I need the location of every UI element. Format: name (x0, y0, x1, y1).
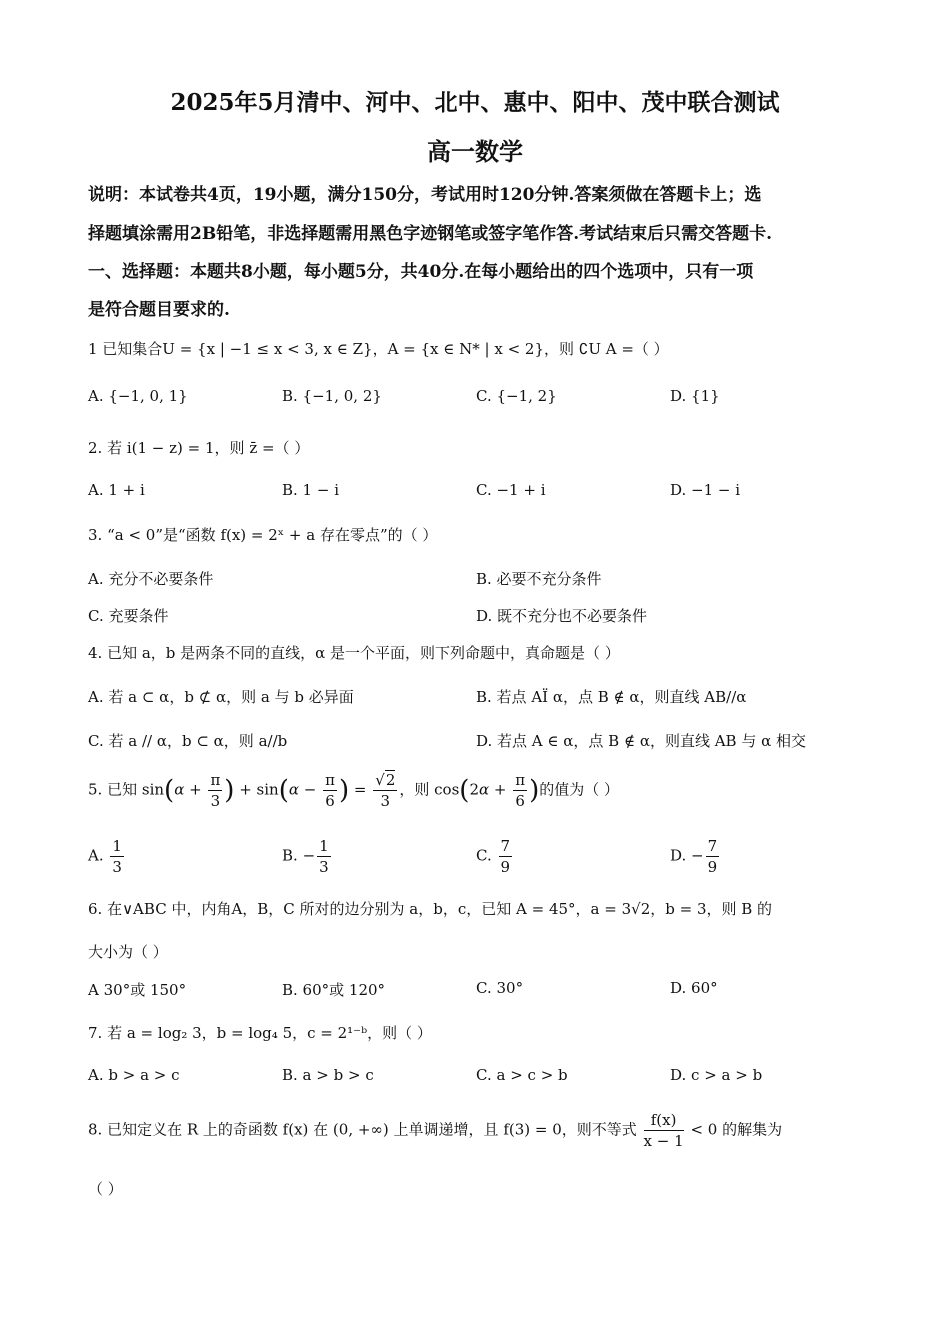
q8-inequality-fraction: $\frac{f(x)}{x - 1}$ (643, 1111, 684, 1150)
q6-option-a: A 30°或 150° (88, 981, 187, 999)
question-6-stem-line-2: 大小为（ ） (88, 943, 168, 961)
q3-option-c: C. 充要条件 (88, 607, 169, 625)
question-5-stem: 5. 已知 sin(α + $\frac{\pi}{3}$ ) + sin(α − $\frac{\pi}{6}$ ) = $\frac{√2}{3}$ ，则 cos(2α + $\frac{\pi}{6}$ )的值为（ ） (88, 771, 620, 810)
question-4-stem: 4. 已知 a，b 是两条不同的直线，α 是一个平面，则下列命题中，真命题是（ ） (88, 644, 620, 662)
exam-subject: 高一数学 (427, 137, 523, 166)
q4-option-d: D. 若点 A ∈ α，点 B ∉ α，则直线 AB 与 α 相交 (476, 732, 807, 750)
section-heading-2: 是符合题目要求的. (88, 300, 230, 320)
q2-option-b: B. 1 − i (282, 481, 340, 499)
question-2-stem: 2. 若 i(1 − z) = 1，则 z̄ =（ ） (88, 439, 310, 457)
q6-option-b: B. 60°或 120° (282, 981, 386, 999)
q4-option-c: C. 若 a // α，b ⊂ α，则 a//b (88, 732, 288, 750)
instructions-line-1: 说明：本试卷共4页，19小题，满分150分，考试用时120分钟.答案须做在答题卡上；选 (88, 185, 762, 205)
q3-option-b: B. 必要不充分条件 (476, 570, 602, 588)
question-8-stem-line-2: （ ） (88, 1180, 123, 1198)
question-8-stem (88, 1110, 782, 1151)
q5-stem-prefix: 5. 已知 (88, 780, 138, 799)
q5-option-b: B. − $\frac{1}{3}$ (282, 837, 329, 876)
q7-option-a: A. b > a > c (88, 1066, 180, 1084)
question-1-stem: 1 已知集合U = {x | −1 ≤ x < 3, x ∈ Z}，A = {x ∈ N* | x < 2}，则 ∁U A =（ ） (88, 340, 669, 358)
question-3-stem: 3. “a < 0”是“函数 f(x) = 2ˣ + a 存在零点”的（ ） (88, 526, 438, 544)
q8-stem-suffix: < 0 的解集为 (690, 1120, 783, 1139)
q1-option-b: B. {−1, 0, 2} (282, 387, 382, 405)
q5-option-c: C. $\frac{7}{9}$ (476, 837, 511, 876)
question-6-stem: 6. 在∨ABC 中，内角A，B，C 所对的边分别为 a，b，c，已知 A = 45°，a = 3√2，b = 3，则 B 的 (88, 900, 773, 918)
q1-option-a: A. {−1, 0, 1} (88, 387, 188, 405)
q2-option-a: A. 1 + i (88, 481, 145, 499)
instructions-line-2: 择题填涂需用2B铅笔，非选择题需用黑色字迹钢笔或签字笔作答.考试结束后只需交答题卡. (88, 224, 773, 244)
q7-option-c: C. a > c > b (476, 1066, 568, 1084)
q7-option-d: D. c > a > b (670, 1066, 763, 1084)
q8-stem-prefix: 8. 已知定义在 R 上的奇函数 f(x) 在 (0, +∞) 上单调递增，且 f(3) = 0，则不等式 (88, 1120, 637, 1139)
q6-option-d: D. 60° (670, 979, 718, 997)
q3-option-a: A. 充分不必要条件 (88, 570, 214, 588)
q1-option-c: C. {−1, 2} (476, 387, 557, 405)
q5-stem-then: ，则 (399, 780, 430, 799)
exam-title: 2025年5月清中、河中、北中、惠中、阳中、茂中联合测试 (170, 89, 780, 116)
q7-option-b: B. a > b > c (282, 1066, 374, 1084)
q3-option-d: D. 既不充分也不必要条件 (476, 607, 648, 625)
q4-option-b: B. 若点 AÏ α，点 B ∉ α，则直线 AB//α (476, 688, 747, 706)
q6-option-c: C. 30° (476, 979, 524, 997)
q5-option-a: A. $\frac{1}{3}$ (88, 837, 122, 876)
q1-option-d: D. {1} (670, 387, 720, 405)
q2-option-c: C. −1 + i (476, 481, 546, 499)
q2-option-d: D. −1 − i (670, 481, 741, 499)
q5-stem-suffix: 的值为（ ） (539, 780, 620, 799)
q5-option-d: D. − $\frac{7}{9}$ (670, 837, 718, 876)
question-7-stem: 7. 若 a = log₂ 3，b = log₄ 5，c = 2¹⁻ᵇ，则（ ） (88, 1024, 432, 1042)
q4-option-a: A. 若 a ⊂ α，b ⊄ α，则 a 与 b 必异面 (88, 688, 354, 706)
section-heading-1: 一、选择题：本题共8小题，每小题5分，共40分.在每小题给出的四个选项中，只有一项 (88, 262, 754, 282)
